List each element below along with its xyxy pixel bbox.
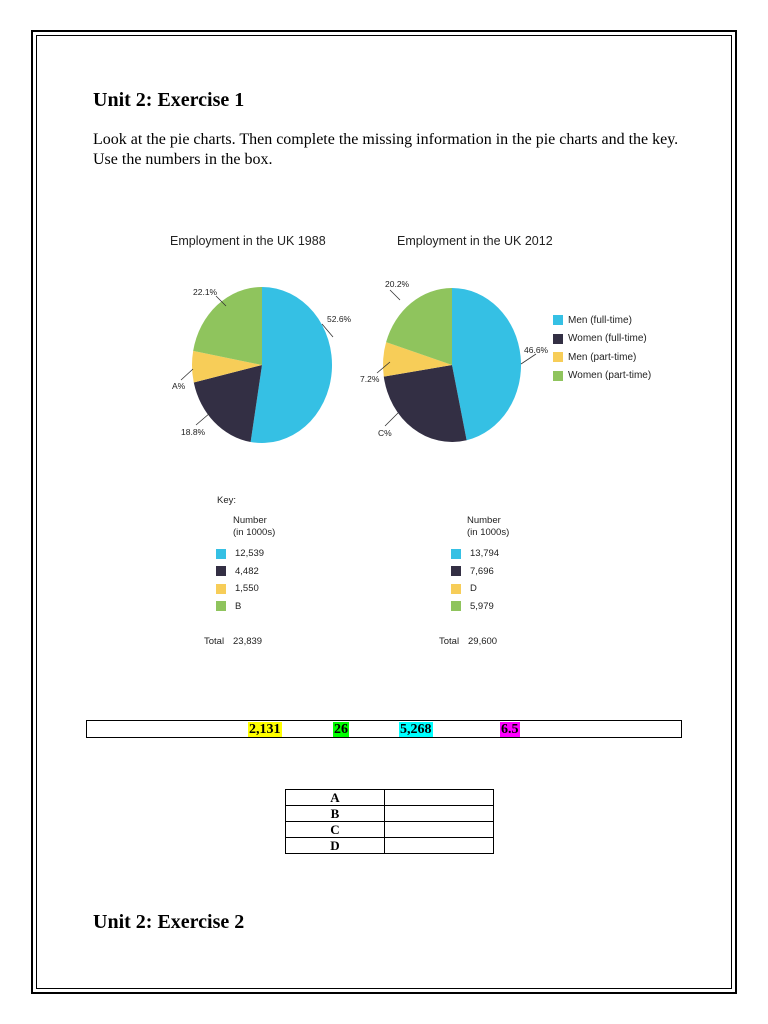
answer-key: A [286, 790, 385, 806]
key-value: 4,482 [235, 565, 259, 577]
key-total-row [204, 636, 275, 647]
slice-men-full-time [251, 287, 332, 443]
key-row [216, 545, 275, 563]
key-value: 7,696 [470, 565, 494, 577]
number-option: 5,268 [400, 722, 432, 737]
answer-key: B [286, 806, 385, 822]
legend-swatch [553, 315, 563, 325]
key-label: Key: [217, 495, 237, 506]
label-1988-men-full: 52.6% [327, 314, 352, 324]
arrow-2012-men-full [521, 354, 536, 364]
key-column-header [216, 515, 275, 539]
total-label: Total [204, 636, 225, 647]
answer-cell[interactable] [385, 806, 494, 822]
table-row [286, 790, 494, 806]
label-2012-men-part: 7.2% [360, 374, 380, 384]
slice-men-full-time [452, 288, 521, 440]
key-swatch [451, 584, 461, 594]
label-2012-women-full: C% [378, 428, 392, 438]
total-value: 23,839 [233, 636, 263, 647]
chart-2012-title: Employment in the UK 2012 [397, 234, 553, 248]
key-swatch [451, 566, 461, 576]
key-row [451, 545, 509, 563]
total-label: Total [439, 636, 460, 647]
table-row [286, 822, 494, 838]
legend-item-women-part [553, 367, 651, 386]
number-box [86, 720, 682, 738]
table-row [286, 806, 494, 822]
key-row [216, 563, 275, 581]
legend-label: Women (part-time) [568, 370, 652, 382]
key-column-2012 [439, 515, 510, 647]
legend-item-men-part [553, 348, 651, 367]
legend-label: Men (part-time) [568, 351, 637, 363]
answer-table [285, 789, 494, 854]
key-value: 12,539 [235, 548, 265, 560]
chart-legend [553, 311, 651, 385]
label-1988-men-part: A% [172, 381, 186, 391]
key-value: B [235, 600, 242, 612]
label-2012-men-full: 46.6% [524, 345, 549, 355]
answer-key: C [286, 822, 385, 838]
key-swatch [216, 584, 226, 594]
label-1988-women-part: 22.1% [193, 287, 218, 297]
legend-label: Women (full-time) [568, 333, 647, 345]
header-line: (in 1000s) [233, 527, 276, 538]
table-row [286, 838, 494, 854]
legend-swatch [553, 352, 563, 362]
answer-cell[interactable] [385, 822, 494, 838]
exercise1-instructions: Look at the pie charts. Then complete the missing information in the pie charts and the key. Use the numbers in the box. [93, 131, 679, 168]
header-line: Number [467, 515, 501, 526]
answer-cell[interactable] [385, 790, 494, 806]
number-option: 26 [334, 722, 348, 737]
key-swatch [451, 549, 461, 559]
legend-swatch [553, 371, 563, 381]
key-value: 5,979 [470, 600, 494, 612]
key-swatch [451, 601, 461, 611]
label-2012-women-part: 20.2% [385, 279, 410, 289]
exercise2-heading: Unit 2: Exercise 2 [93, 911, 245, 933]
arrow-1988-men-part [181, 369, 193, 380]
key-row [216, 580, 275, 598]
slice-women-full-time [384, 365, 467, 442]
label-1988-women-full: 18.8% [181, 427, 206, 437]
key-row [451, 580, 509, 598]
arrow-2012-women-part [390, 290, 400, 300]
key-value: 13,794 [470, 548, 500, 560]
legend-item-women-full [553, 330, 651, 349]
number-option: 2,131 [249, 722, 281, 737]
answer-cell[interactable] [385, 838, 494, 854]
key-swatch [216, 566, 226, 576]
key-value: D [470, 583, 477, 595]
header-line: (in 1000s) [467, 527, 510, 538]
number-option: 6.5 [501, 722, 519, 737]
key-swatch [216, 601, 226, 611]
answer-key: D [286, 838, 385, 854]
legend-label: Men (full-time) [568, 314, 632, 326]
pie-chart-1988 [192, 287, 332, 443]
legend-swatch [553, 334, 563, 344]
chart-1988-title: Employment in the UK 1988 [170, 234, 326, 248]
legend-item-men-full [553, 311, 651, 330]
key-column-1988 [204, 515, 276, 647]
key-row [216, 598, 275, 616]
key-row [451, 598, 509, 616]
total-value: 29,600 [468, 636, 498, 647]
key-swatch [216, 549, 226, 559]
pie-chart-2012 [383, 288, 521, 442]
arrow-1988-women-full [196, 413, 210, 425]
arrow-2012-women-full [385, 413, 398, 426]
key-row [451, 563, 509, 581]
exercise1-heading: Unit 2: Exercise 1 [93, 89, 245, 111]
key-total-row [439, 636, 509, 647]
key-column-header [451, 515, 509, 539]
key-value: 1,550 [235, 583, 259, 595]
header-line: Number [233, 515, 267, 526]
